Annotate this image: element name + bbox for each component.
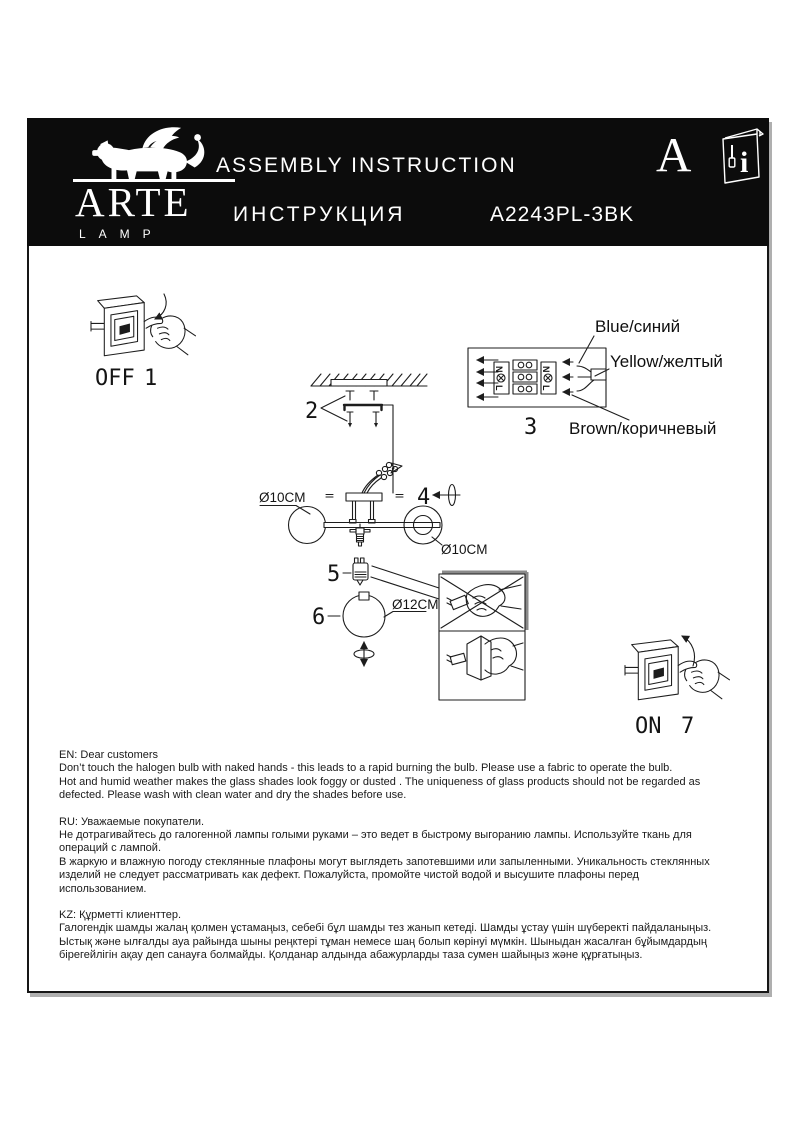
bulb-handling-warning: [439, 572, 527, 700]
notes-en-line: defected. Please wash with clean water and dry the shades before use.: [59, 789, 407, 802]
instruction-sheet: [27, 118, 769, 993]
corner-letter: A: [656, 127, 692, 182]
winged-lion-logo-icon: [77, 123, 235, 181]
wall-switch-on-icon: [625, 636, 730, 739]
notes-ru-line: изделий не следует рассматривать как дефект. Пожалуйста, промойте чистой водой и высушите плафоны перед: [59, 869, 639, 882]
dimension-glass-shade: Ø12CM: [392, 597, 439, 612]
terminal-n-left: N: [494, 366, 504, 373]
terminal-box-icon: [468, 317, 723, 440]
notes-ru: [59, 816, 763, 896]
title-assembly-instruction: ASSEMBLY INSTRUCTION: [216, 154, 517, 177]
customer-notes: [59, 749, 763, 976]
on-label: ON: [635, 714, 662, 739]
off-label: OFF: [95, 366, 135, 391]
notes-kz: [59, 909, 763, 963]
step-6-number: 6: [312, 605, 326, 630]
notes-en-heading: EN: Dear customers: [59, 749, 159, 761]
halogen-bulb-icon: [327, 558, 439, 599]
notes-kz-line: бірегейлігін ақау деп санауға болмайды. Қолданар алдында абажурларды таза сумен шайыңыз және құрғатыңыз.: [59, 949, 643, 962]
dimension-left-shade: Ø10CM: [259, 490, 306, 505]
ceiling-mount-icon: [305, 374, 427, 493]
notes-kz-line: Ыстық және ылғалды ауа райында шыны реңктері тұман немесе шаң болып көрінуі мүмкін. Шыныдан жасалған бұйымдардың: [59, 935, 707, 948]
step-7-number: 7: [681, 714, 695, 739]
wall-switch-off-icon: [91, 294, 196, 391]
model-number: A2243PL-3BK: [490, 203, 635, 226]
step-1-number: 1: [144, 366, 158, 391]
notes-ru-line: В жаркую и влажную погоду стеклянные плафоны могут выглядеть запотевшими или запыленными. Уникальность стеклянных: [59, 855, 710, 868]
assembly-diagram: [29, 246, 767, 746]
wire-label-brown: Brown/коричневый: [569, 419, 717, 438]
notes-en: [59, 749, 763, 803]
wire-label-blue: Blue/синий: [595, 317, 681, 336]
step-5-number: 5: [327, 562, 341, 587]
brand-subtitle: LAMP: [79, 227, 164, 241]
dimension-right-shade: Ø10CM: [441, 542, 488, 557]
step-3-number: 3: [524, 415, 538, 440]
notes-ru-line: операций с лампой.: [59, 842, 162, 855]
manual-info-letter: i: [740, 146, 749, 179]
terminal-l-right: L: [541, 385, 551, 391]
notes-ru-line: Не дотрагивайтесь до галогенной лампы голыми руками – это ведет в быстрому выгоранию лампы. Используйте ткань для: [59, 829, 692, 842]
step-4-number: 4: [417, 485, 431, 510]
brand-name: ARTE: [75, 179, 192, 225]
notes-en-line: Hot and humid weather makes the glass shades look foggy or dusted . The uniqueness of glass products should not be regarded as: [59, 775, 701, 788]
diagram-area: [27, 246, 769, 993]
notes-kz-heading: KZ: Құрметті клиенттер.: [59, 909, 182, 922]
title-instruction-ru: ИНСТРУКЦИЯ: [233, 203, 406, 226]
notes-ru-line: использованием.: [59, 882, 147, 895]
header-bar: [27, 118, 769, 246]
notes-kz-line: Галогендік шамды жалаң қолмен ұстамаңыз, себебі бұл шамды тез жанып кетеді. Шамды ұстау үшін шүберекті пайдаланыңыз.: [59, 922, 712, 935]
terminal-n-right: N: [541, 366, 551, 373]
notes-en-line: Don’t touch the halogen bulb with naked hands - this leads to a rapid burning the bulb. Please use a fabric to operate the bulb.: [59, 762, 673, 775]
step-2-number: 2: [305, 399, 319, 424]
wire-label-yellow: Yellow/желтый: [610, 352, 723, 371]
glass-shade-icon: [312, 592, 439, 666]
booklet-info-icon: [715, 125, 769, 185]
notes-ru-heading: RU: Уважаемые покупатели.: [59, 815, 205, 828]
lamp-assembly-icon: [259, 462, 488, 557]
terminal-l-left: L: [494, 385, 504, 391]
